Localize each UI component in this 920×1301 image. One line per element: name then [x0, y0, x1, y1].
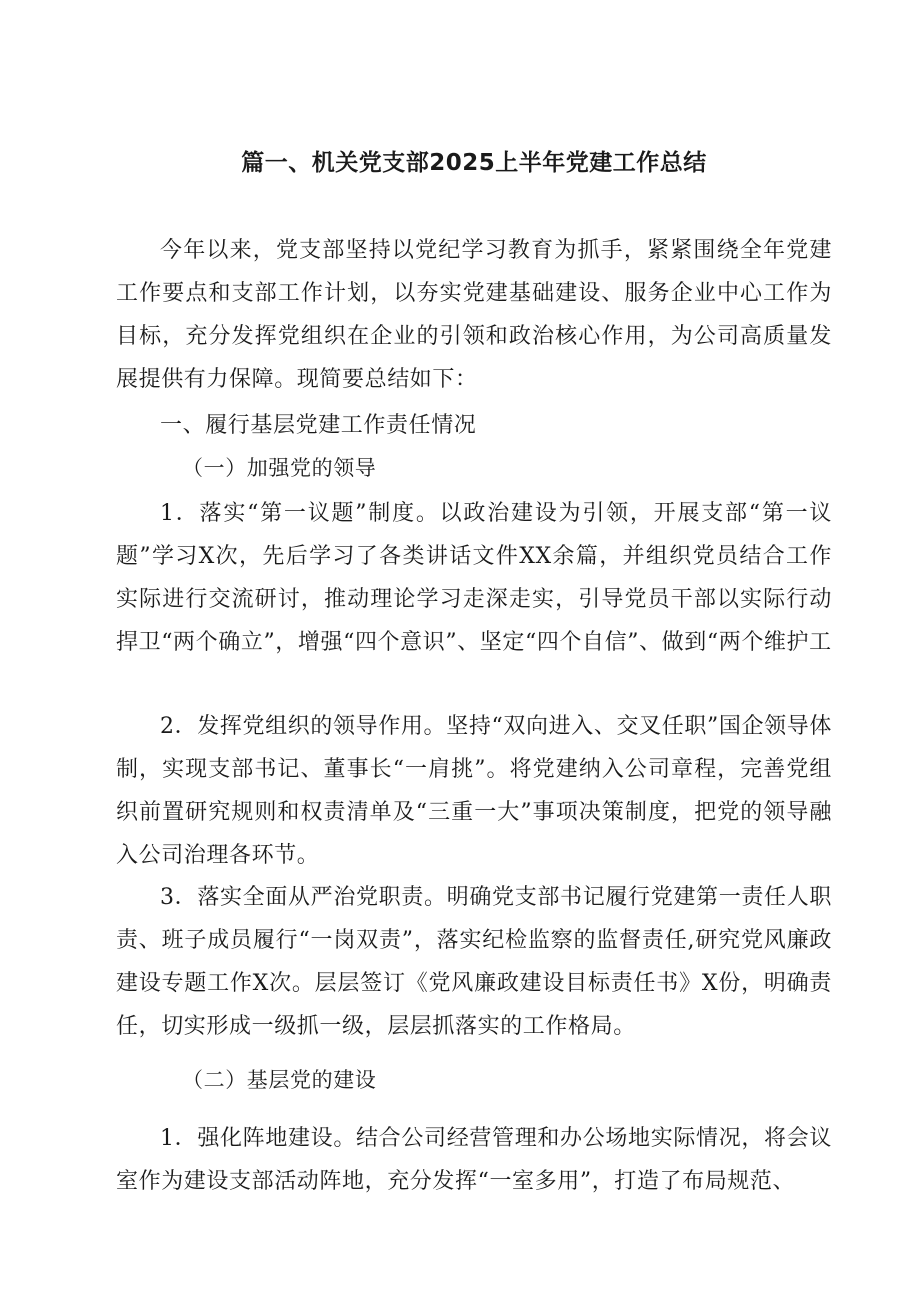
subsection-heading-1: （一）加强党的领导 [182, 456, 377, 480]
paragraph-item-2: 2．发挥党组织的领导作用。坚持“双向进入、交叉任职”国企领导体制，实现支部书记、董事长“一肩挑”。将党建纳入公司章程，完善党组织前置研究规则和权责清单及“三重一大”事项决策制度，把党的领导融入公司治理各环节。 [116, 714, 832, 868]
section-heading-1: 一、履行基层党建工作责任情况 [160, 413, 477, 438]
document-title: 篇一、机关党支部2025上半年党建工作总结 [241, 150, 707, 176]
paragraph-item-4: 1．强化阵地建设。结合公司经营管理和办公场地实际情况，将会议室作为建设支部活动阵地，充分发挥“一室多用”，打造了布局规范、 [116, 1126, 832, 1194]
paragraph-item-1: 1．落实“第一议题”制度。以政治建设为引领，开展支部“第一议题”学习X次，先后学习了各类讲话文件XX余篇，并组织党员结合工作实际进行交流研讨，推动理论学习走深走实，引导党员干部以实际行动捍卫“两个确立”，增强“四个意识”、坚定“四个自信”、做到“两个维护工 [116, 501, 832, 655]
subsection-heading-2: （二）基层党的建设 [182, 1068, 377, 1092]
intro-paragraph: 今年以来，党支部坚持以党纪学习教育为抓手，紧紧围绕全年党建工作要点和支部工作计划，以夯实党建基础建设、服务企业中心工作为目标，充分发挥党组织在企业的引领和政治核心作用，为公司高质量发展提供有力保障。现简要总结如下： [116, 238, 832, 392]
paragraph-item-3: 3．落实全面从严治党职责。明确党支部书记履行党建第一责任人职责、班子成员履行“一岗双责”，落实纪检监察的监督责任,研究党风廉政建设专题工作X次。层层签订《党风廉政建设目标责任书》X份，明确责任，切实形成一级抓一级，层层抓落实的工作格局。 [116, 885, 832, 1039]
